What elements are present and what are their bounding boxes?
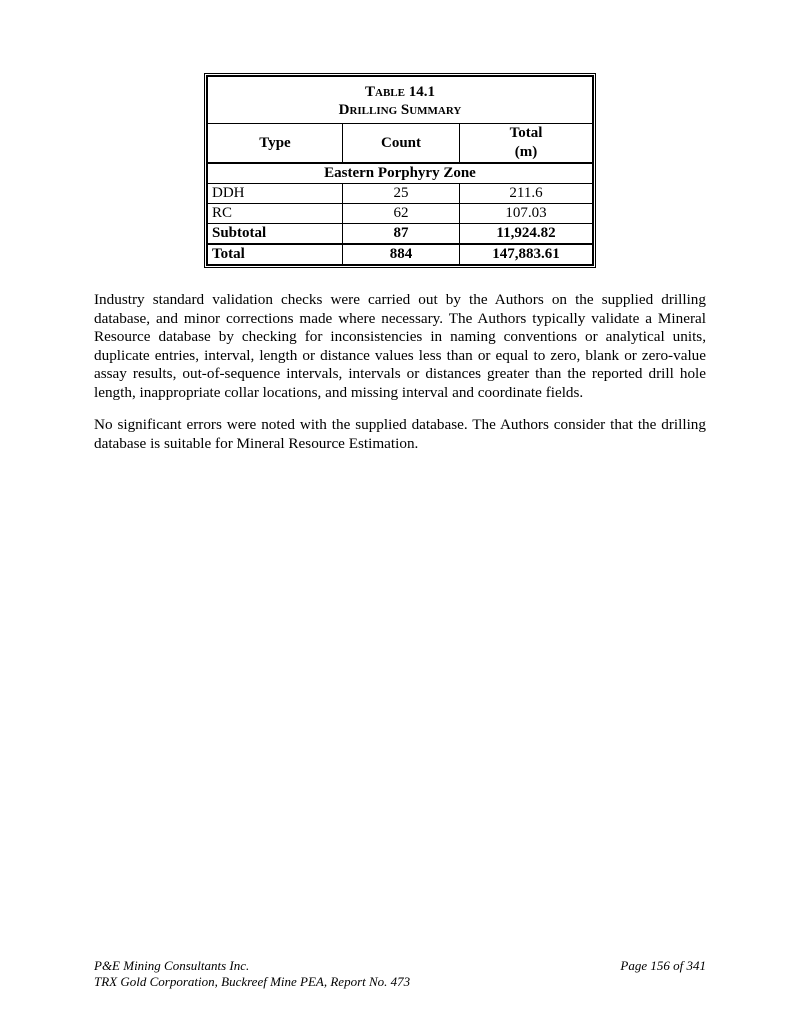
validation-paragraph: Industry standard validation checks were carried out by the Authors on the supplied drilling database, and minor corrections made where necessary. The Authors typically validate a Mineral Resource database by checking for inconsistencies in naming conventions or analytical units, duplicate entries, interval, length or distance values less than or equal to zero, blank or zero-value assay results, out-of-sequence intervals, intervals or distances greater than the reported drill hole length, inappropriate collar locations, and missing interval and coordinate fields. [94, 291, 706, 401]
row-type: RC [208, 204, 343, 224]
subtotal-label: Subtotal [208, 224, 343, 245]
header-total [460, 124, 593, 164]
header-total-line2: (m) [514, 144, 538, 160]
zone-label: Eastern Porphyry Zone [208, 163, 593, 184]
subtotal-count: 87 [343, 224, 460, 245]
header-total-line1: Total [509, 125, 543, 141]
conclusion-paragraph: No significant errors were noted with the supplied database. The Authors consider that the drilling database is suitable for Mineral Resource Estimation. [94, 416, 706, 452]
total-label: Total [208, 244, 343, 265]
footer-report: TRX Gold Corporation, Buckreef Mine PEA, Report No. 473 [94, 974, 411, 989]
header-type: Type [208, 124, 343, 164]
total-total: 147,883.61 [460, 244, 593, 265]
subtotal-row [208, 224, 593, 245]
footer-company: P&E Mining Consultants Inc. [94, 958, 250, 973]
total-row [208, 244, 593, 265]
table-title-line2: Drilling Summary [338, 102, 462, 118]
table-title [208, 77, 593, 124]
row-type: DDH [208, 184, 343, 204]
table-row [208, 184, 593, 204]
row-total: 211.6 [460, 184, 593, 204]
table-title-line1: Table 14.1 [365, 84, 435, 100]
row-total: 107.03 [460, 204, 593, 224]
header-count: Count [343, 124, 460, 164]
page-footer [94, 958, 706, 990]
table-row [208, 204, 593, 224]
total-count: 884 [343, 244, 460, 265]
row-count: 25 [343, 184, 460, 204]
subtotal-total: 11,924.82 [460, 224, 593, 245]
drilling-summary-table [204, 73, 596, 268]
footer-page-number: Page 156 of 341 [620, 958, 706, 973]
row-count: 62 [343, 204, 460, 224]
